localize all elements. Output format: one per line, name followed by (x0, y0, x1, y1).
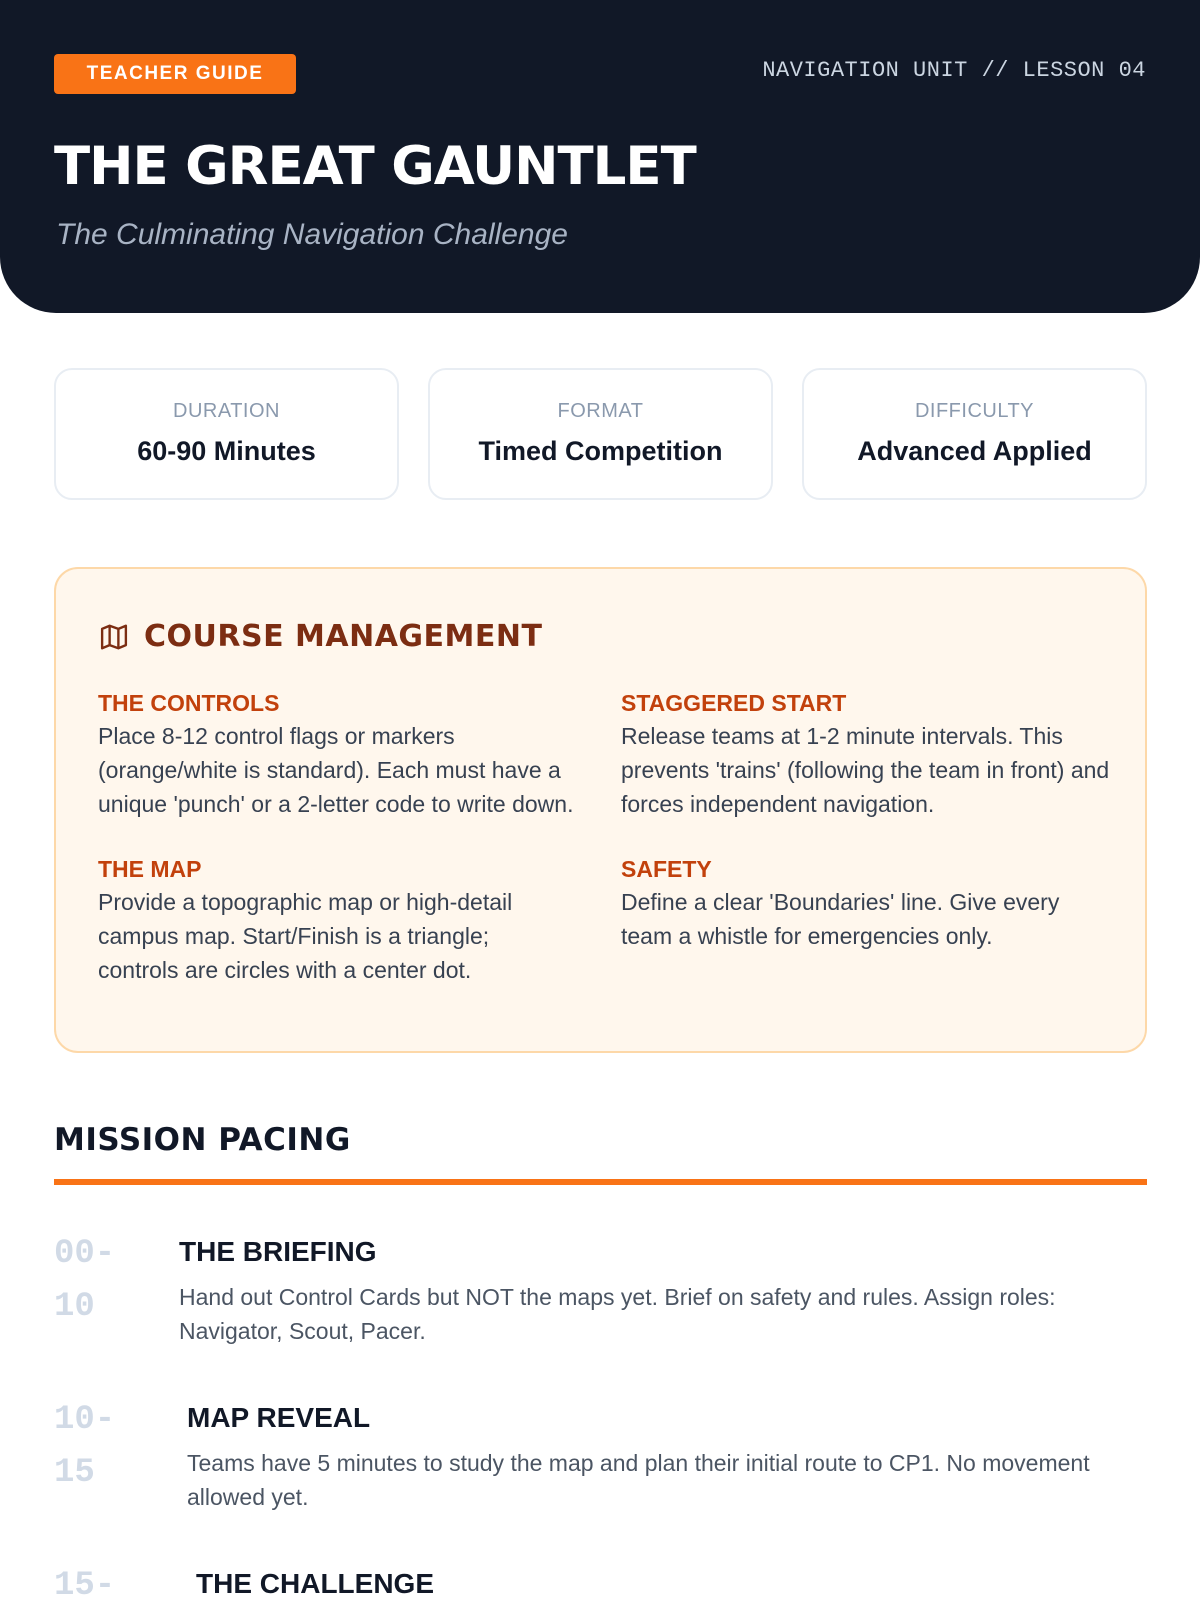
rule-title: THE MAP (98, 856, 202, 882)
rule-map (98, 853, 576, 987)
rule-title: SAFETY (621, 856, 712, 882)
rule-body: Release teams at 1-2 minute intervals. This prevents 'trains' (following the team in front) and forces independent navigation. (621, 723, 1110, 817)
course-management-panel (54, 567, 1147, 1053)
pacing-description: Hand out Control Cards but NOT the maps yet. Brief on safety and rules. Assign roles: Navigator, Scout, Pacer. (179, 1284, 1056, 1344)
pacing-content (196, 1566, 1147, 1600)
rule-controls (98, 687, 576, 821)
rule-body: Place 8-12 control flags or markers (orange/white is standard). Each must have a unique 'punch' or a 2-letter code to write down. (98, 723, 574, 817)
header-banner (0, 0, 1200, 313)
pacing-time (54, 1394, 134, 1500)
rule-title: STAGGERED START (621, 690, 847, 716)
pacing-time (54, 1228, 134, 1334)
pacing-time (54, 1560, 134, 1600)
rule-safety (621, 853, 1111, 953)
pacing-title: THE BRIEFING (179, 1236, 377, 1267)
mission-pacing-title: MISSION PACING (54, 1122, 351, 1158)
course-management-header (98, 619, 542, 654)
rule-staggered-start (621, 687, 1111, 821)
course-management-title: COURSE MANAGEMENT (144, 619, 543, 654)
rule-body: Define a clear 'Boundaries' line. Give every team a whistle for emergencies only. (621, 889, 1060, 949)
pacing-time-end: 15 (54, 1454, 95, 1492)
lesson-label: NAVIGATION UNIT // LESSON 04 (762, 58, 1146, 83)
pacing-time-start: 10- (54, 1401, 116, 1439)
rule-body: Provide a topographic map or high-detail campus map. Start/Finish is a triangle; controls are circles with a center dot. (98, 889, 513, 983)
stat-card-duration (54, 368, 399, 500)
pacing-time-start: 15- (54, 1567, 116, 1600)
stat-value: Timed Competition (478, 436, 723, 466)
pacing-content (187, 1400, 1147, 1514)
pacing-time-start: 00- (54, 1235, 116, 1273)
stat-card-format (428, 368, 773, 500)
stat-card-difficulty (802, 368, 1147, 500)
stat-label: FORMAT (557, 400, 644, 422)
section-divider (54, 1179, 1147, 1185)
stat-value: Advanced Applied (857, 436, 1092, 466)
stat-label: DIFFICULTY (914, 400, 1035, 422)
course-column-right (621, 687, 1111, 985)
teacher-guide-badge: TEACHER GUIDE (54, 54, 296, 94)
pacing-time-end: 10 (54, 1288, 95, 1326)
stat-value: 60-90 Minutes (137, 436, 316, 466)
map-icon (98, 622, 130, 652)
pacing-description: Teams have 5 minutes to study the map and plan their initial route to CP1. No movement allowed yet. (187, 1450, 1090, 1510)
rule-title: THE CONTROLS (98, 690, 280, 716)
page-title: THE GREAT GAUNTLET (54, 136, 696, 197)
pacing-title: THE CHALLENGE (196, 1568, 434, 1599)
course-column-left (98, 687, 576, 1019)
stat-label: DURATION (173, 400, 280, 422)
pacing-title: MAP REVEAL (187, 1402, 371, 1433)
stat-cards (54, 368, 1147, 500)
page-subtitle: The Culminating Navigation Challenge (56, 218, 568, 251)
pacing-content (179, 1234, 1147, 1348)
